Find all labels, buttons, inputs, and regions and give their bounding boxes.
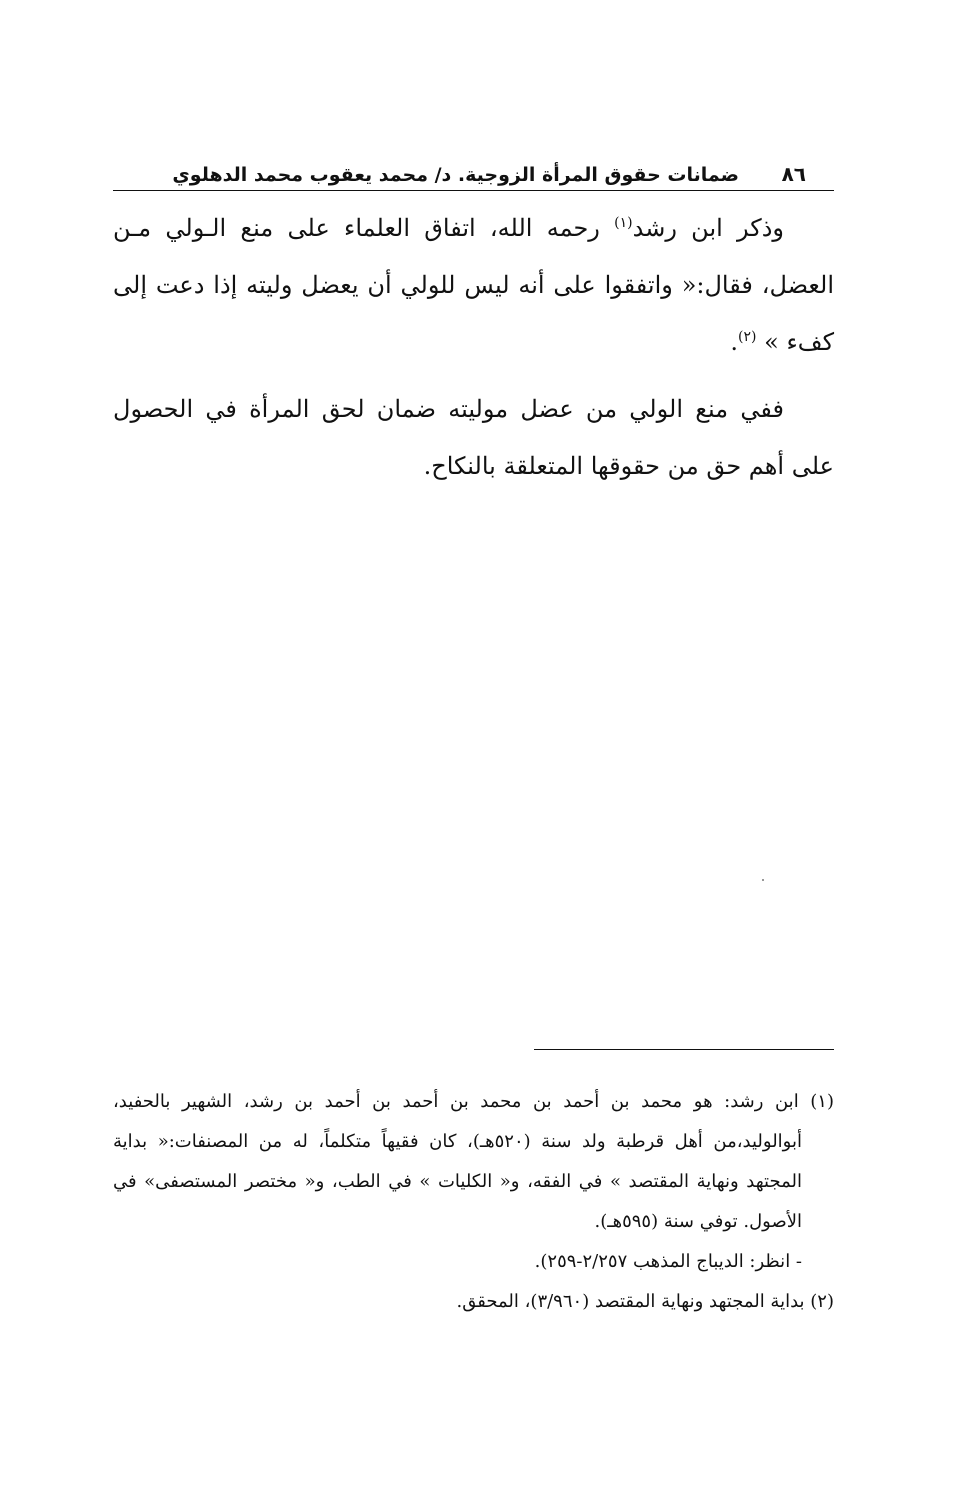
paragraph-1-quote: رحمه الله، اتفاق العلماء على منع الـولي مـن العضل، فقال:« واتفقوا على أنه ليس للولي أن يعضل وليته إذا دعت إلى كفء » bbox=[113, 214, 834, 356]
paragraph-1-start: وذكر ابن رشد bbox=[632, 214, 784, 242]
running-title: ضمانات حقوق المرأة الزوجية. د/ محمد يعقوب محمد الدهلوي bbox=[172, 164, 739, 186]
paragraph-1 bbox=[113, 200, 834, 371]
paragraph-1-end: . bbox=[730, 328, 739, 356]
footnotes bbox=[113, 1082, 834, 1322]
footnote-1-reference: - انظر: الديباج المذهب ٢/٢٥٧-٢٥٩). bbox=[534, 1251, 802, 1272]
scan-speck bbox=[762, 879, 764, 881]
page-header bbox=[113, 158, 834, 192]
footnote-2: (٢) بداية المجتهد ونهاية المقتصد (٣/٩٦٠)، المحقق. bbox=[456, 1291, 834, 1312]
footnote-ref-1: (١) bbox=[614, 215, 633, 231]
page-number: ٨٦ bbox=[781, 162, 806, 186]
footnote-ref-2: (٢) bbox=[738, 329, 757, 345]
paragraph-2: ففي منع الولي من عضل موليته ضمان لحق المرأة في الحصول على أهم حق من حقوقها المتعلقة بالنكاح. bbox=[113, 395, 834, 480]
header-rule bbox=[113, 190, 834, 191]
footnote-separator bbox=[534, 1049, 834, 1050]
main-text bbox=[113, 200, 834, 495]
footnote-1: (١) ابن رشد: هو محمد بن أحمد بن محمد بن أحمد بن أحمد بن رشد، الشهير بالحفيد، أبوالوليد،من أهل قرطبة ولد سنة (٥٢٠هـ)، كان فقيهاً متكلماً، له من المصنفات:« بداية المجتهد ونهاية المقتصد » في الفقه، و« الكليات » في الطب، و« مختصر المستصفى» في الأصول. توفي سنة (٥٩٥هـ). bbox=[113, 1091, 834, 1232]
